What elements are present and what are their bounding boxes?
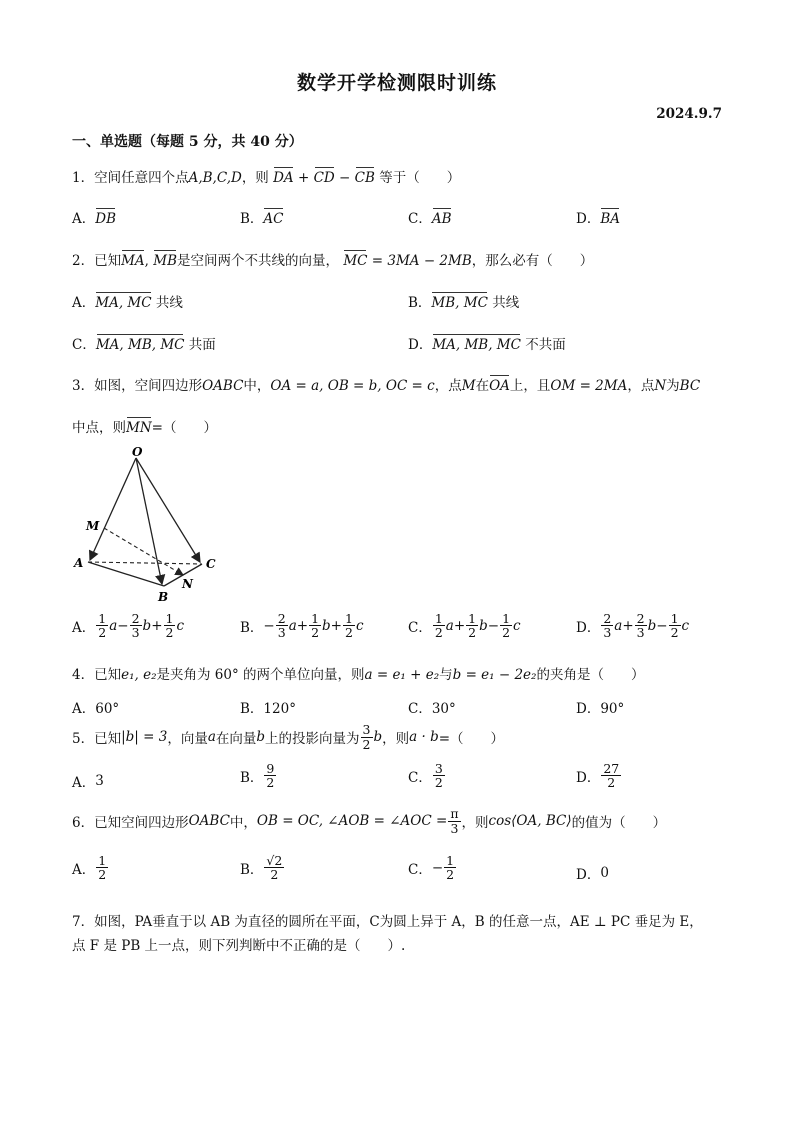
page-title: 数学开学检测限时训练 [296, 72, 497, 94]
label-m: M [86, 519, 100, 533]
edge-oa [90, 458, 136, 560]
q2-lhs: MC [343, 253, 368, 269]
q3-option-a[interactable]: A． $\frac{1}{2}$ a − $\frac{2}{3}$ b + $\frac{1}{2}$ c [72, 611, 185, 641]
q5-option-a[interactable]: A． 3 [72, 773, 104, 791]
q1-option-a[interactable]: A．DB [72, 211, 116, 227]
edge-ac-hidden [88, 562, 202, 564]
q1-tail: 等于（ ） [379, 170, 461, 186]
q1-mid: ，则 [241, 170, 269, 186]
q2-option-d[interactable]: D．MA, MB, MC 不共面 [408, 337, 566, 353]
date: 2024.9.7 [656, 106, 722, 122]
q2-option-a[interactable]: A．MA, MC 共线 [72, 295, 183, 311]
q6-option-d[interactable]: D． 0 [576, 865, 609, 883]
label-c: C [206, 557, 216, 571]
q2-rhs: = 3MA − 2MB [371, 253, 472, 269]
q4-option-b[interactable]: B．120° [240, 701, 296, 717]
label-o: O [132, 446, 143, 459]
label-n: N [182, 577, 193, 591]
q4-option-c[interactable]: C．30° [408, 701, 456, 717]
label-b: B [158, 590, 169, 604]
q1-vec-cb: CB [354, 170, 375, 186]
q6-option-a[interactable]: A． $\frac{1}{2}$ [72, 853, 107, 883]
q4-option-a[interactable]: A．60° [72, 701, 120, 717]
q5-option-b[interactable]: B． $\frac{9}{2}$ [240, 761, 275, 791]
q5-options [72, 762, 732, 802]
q6-option-b[interactable]: B． $\frac{√2}{2}$ [240, 853, 283, 883]
q2-option-b[interactable]: B．MB, MC 共线 [408, 295, 520, 311]
tetrahedron-diagram [70, 446, 230, 606]
q3-options [72, 612, 752, 652]
question-5: 5．已知 |b| = 3 ，向量 a 在向量 b 上的投影向量为 $\frac{3}{2}$ b ，则 a · b =（ ） [72, 722, 505, 752]
section-heading: 一、单选题（每题 5 分，共 40 分） [72, 134, 303, 150]
edge-ob [136, 458, 162, 584]
question-6: 6．已知空间四边形 OABC 中， OB = OC, ∠AOB = ∠AOC = $\frac{\pi}{3}$ ，则 cos⟨OA, BC⟩ 的值为（ ） [72, 806, 667, 836]
question-2: 2．已知MA, MB是空间两个不共线的向量， MC = 3MA − 2MB，那么必有（ ） [72, 253, 594, 269]
edge-ab [88, 562, 164, 586]
q1-points: A,B,C,D [188, 170, 242, 186]
q6-options [72, 854, 732, 894]
label-a: A [74, 556, 84, 570]
q1-stem: 1．空间任意四个点 [72, 170, 189, 186]
q2-stem: 2．已知 [72, 253, 122, 269]
q3-option-c[interactable]: C． $\frac{1}{2}$ a + $\frac{1}{2}$ b − $\frac{1}{2}$ c [408, 611, 521, 641]
q1-vec-da: DA [273, 170, 294, 186]
vector-mn [104, 528, 183, 575]
q2-option-c[interactable]: C．MA, MB, MC 共面 [72, 337, 216, 353]
question-7-line1: 7．如图，PA垂直于以 AB 为直径的圆所在平面，C为圆上异于 A，B 的任意一点，AE ⊥ PC 垂足为 E， [72, 914, 703, 930]
q1-option-d[interactable]: D．BA [576, 211, 620, 227]
q5-option-c[interactable]: C． $\frac{3}{2}$ [408, 761, 443, 791]
q4-option-d[interactable]: D．90° [576, 701, 625, 717]
q6-option-c[interactable]: C． − $\frac{1}{2}$ [408, 853, 455, 883]
edge-oc [136, 458, 200, 562]
q2-mid: 是空间两个不共线的向量， [177, 253, 340, 269]
question-1: 1．空间任意四个点A,B,C,D，则 DA + CD − CB 等于（ ） [72, 170, 461, 186]
question-3-line2: 中点，则MN=（ ） [72, 420, 217, 436]
question-7-line2: 点 F 是 PB 上一点，则下列判断中不正确的是（ ）. [72, 938, 406, 954]
q3-option-b[interactable]: B． − $\frac{2}{3}$ a + $\frac{1}{2}$ b + $\frac{1}{2}$ c [240, 611, 364, 641]
q5-option-d[interactable]: D． $\frac{27}{2}$ [576, 761, 620, 791]
q2-tail: ，那么必有（ ） [471, 253, 594, 269]
q1-option-c[interactable]: C．AB [408, 211, 452, 227]
q3-option-d[interactable]: D． $\frac{2}{3}$ a + $\frac{2}{3}$ b − $\frac{1}{2}$ c [576, 611, 690, 641]
question-3-line1: 3．如图，空间四边形OABC中，OA = a, OB = b, OC = c，点M在OA上，且OM = 2MA，点N为BC [72, 378, 701, 394]
question-4: 4．已知e₁, e₂是夹角为 60° 的两个单位向量，则a = e₁ + e₂与b = e₁ − 2e₂的夹角是（ ） [72, 667, 645, 683]
q1-vec-cd: CD [313, 170, 335, 186]
q1-option-b[interactable]: B．AC [240, 211, 284, 227]
